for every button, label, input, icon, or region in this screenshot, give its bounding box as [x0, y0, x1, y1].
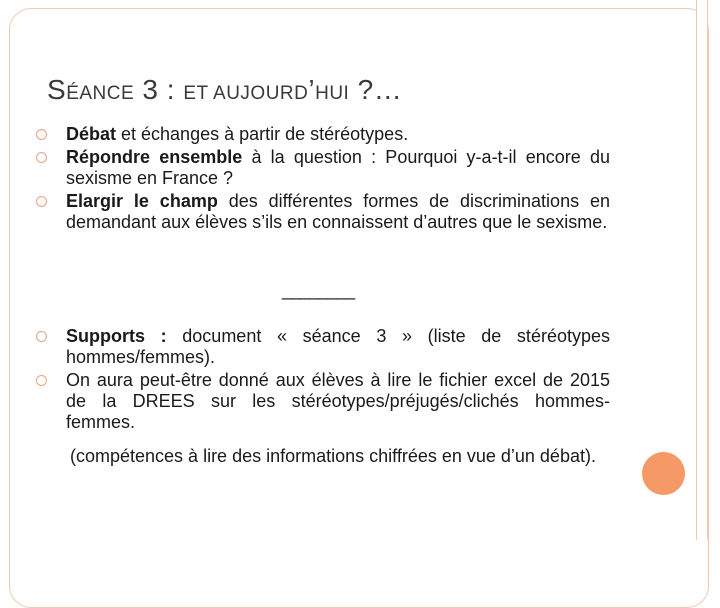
list-item: Elargir le champ des différentes formes de discriminations en demandant aux élèves s’ils en connaissent d’autres que le sexisme. — [36, 191, 610, 233]
bullet-circle-icon — [36, 129, 47, 140]
list-item: Répondre ensemble à la question : Pourquoi y-a-t-il encore du sexisme en France ? — [36, 147, 610, 189]
top-bullet-list — [36, 124, 610, 235]
bottom-bullet-list — [36, 326, 610, 435]
list-item: On aura peut-être donné aux élèves à lire le fichier excel de 2015 de la DREES sur les stéréotypes/préjugés/clichés hommes-femmes. — [36, 370, 610, 433]
bullet-circle-icon — [36, 331, 47, 342]
bullet-circle-icon — [36, 375, 47, 386]
bullet-circle-icon — [36, 152, 47, 163]
section-divider: ________ — [282, 280, 355, 300]
bullet-circle-icon — [36, 196, 47, 207]
slide-title: SÉANCE 3 : ET AUJOURD’HUI ?… — [47, 74, 403, 105]
competences-note: (compétences à lire des informations chiffrées en vue d’un débat). — [70, 446, 596, 466]
slide-side-rail — [696, 0, 708, 540]
list-item: Débat et échanges à partir de stéréotypes. — [36, 124, 610, 145]
list-item: Supports : document « séance 3 » (liste de stéréotypes hommes/femmes). — [36, 326, 610, 368]
accent-circle — [642, 452, 685, 495]
